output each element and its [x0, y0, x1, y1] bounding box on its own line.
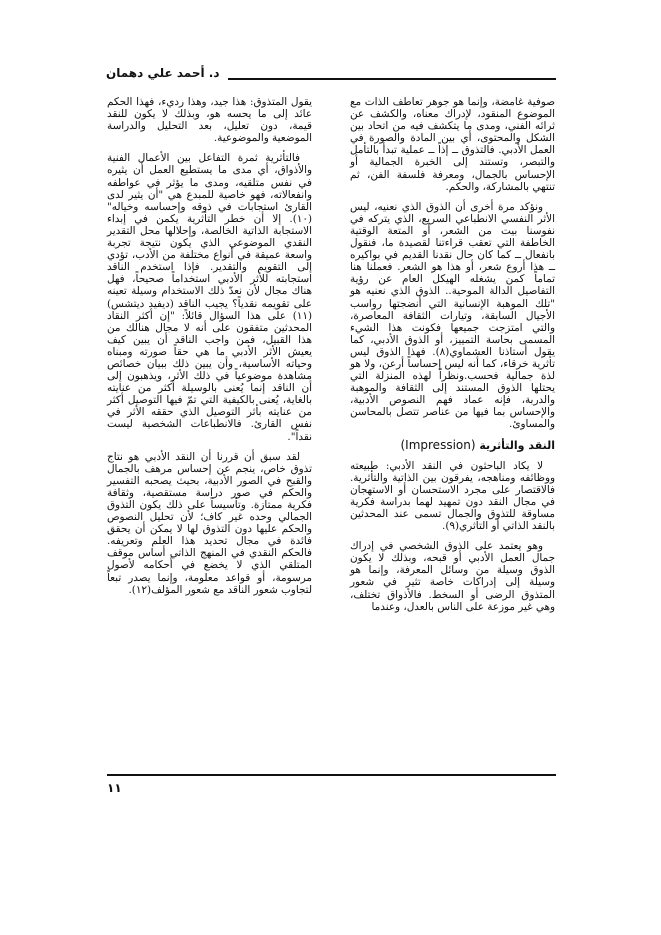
left-column [107, 96, 312, 604]
paragraph: صوفية غامضة، وإنما هو جوهر تعاطف الذات مع الموضوع المنقود، لإدراك معناه، والكشف عن ثرائه الفني، ومدى ما يتكشف فيه من اتحاد بين الشكل والمحتوى، أي بين المادة والصورة في العمل الأدبي. فالتذوق ــ إذاً ــ عملية تبدأ بالتأمل والتبصر، وتستند إلى الخبرة الجمالية أو الإحساس بالجمال، ومعرفة فلسفة الفن، ثم تنتهي بالمشاركة، والحكم. [350, 96, 555, 193]
header-rule [228, 78, 556, 80]
paragraph: لقد سبق أن قررنا أن النقد الأدبي هو نتاج تذوق خاص، ينجم عن إحساس مرهف بالجمال والقبح في الصور الأدبية، بحيث يصحبه التفسير والحكم في صور دراسة مستقصية، وثقافة فكرية ممتازة. وتأسيساً على ذلك يكون التذوق الجمالي وحده غير كاف؛ لأن تحليل النصوص والحكم عليها دون التذوق لها لا يمكن أن يحقق فائدة في مجال تحديد هذا العلم وتعريفه. فالحكم النقدي في المنهج الذاتي أساس موقف المتلقي الذي لا يخضع في أحكامه لأصول مرسومة، أو قواعد معلومة، وإنما يصدر تبعاً لتجاوب شعور الناقد مع شعور المؤلف(١٢). [107, 450, 312, 596]
section-heading-arabic: النقد والتأثرية [479, 438, 555, 452]
right-column [350, 96, 555, 621]
author-name: د. أحمد علي دهمان [106, 66, 220, 80]
page-number: ١١ [107, 781, 122, 795]
paragraph: يقول المتذوق: هذا جيد، وهذا رديء، فهذا الحكم عائد إلى ما يحسه هو، وبذلك لا يكون للنقد قيمة، دون تعليل، بعد التحليل والدراسة الموضعية والموضوعية. [107, 96, 312, 145]
paragraph: وهو يعتمد على الذوق الشخصي في إدراك جمال العمل الأدبي أو قبحه، وبذلك لا يكون الذوق وسيلة من وسائل المعرفة، وإنما هو وسيلة إلى إدراكات خاصة تثير في شعور المتذوق الرضى أو السخط. فالأذواق تختلف، وهي غير موزعة على الناس بالعدل، وعندما [350, 540, 555, 613]
section-heading-english: (Impression) [400, 437, 476, 452]
section-heading [350, 439, 555, 452]
paragraph: ونؤكد مرة أخرى أن الذوق الذي نعنيه، ليس الأثر النفسي الانطباعي السريع، الذي يتركه في نفوسنا بيت من الشعر، أو المتعة الوقتية الخاطفة التي تعقب قراءتنا لقصيدة ما، فنقول بانفعال ــ كما كان حال نقدنا القديم في بواكيره ــ هذا أروع شعر، أو هذا هو الشعر. فعملنا هنا تماماً كمن يشغله الهيكل العام عن رؤية التفاصيل الدالة الموحية.. الذوق الذي نعنيه هو "تلك الموهبة الإنسانية التي أنضجتها رواسب الأجيال السابقة، وتيارات الثقافة المعاصرة، والتي امتزجت جميعها فكونت هذا الشيء المسمى بحاسة التمييز، أو الذوق الأدبي، كما يقول أستاذنا العشماوي(٨). فهذا الذوق ليس تأثرية خرقاء، كما أنه ليس إحساساً أرعن، ولا هو لذة جمالية فحسب.ونظراً لهذه المنزلة التي يحتلها الذوق المستند إلى الثقافة والموهبة والدربة، فإنه عماد فهم النصوص الأدبية، والإحساس بما فيها من عناصر تتصل بالمحاسن والمساوئ. [350, 200, 556, 431]
paragraph: لا يكاد الباحثون في النقد الأدبي: طبيعته ووظائفه ومناهجه، يفرقون بين الذاتية والتأثرية. فالاقتصار على مجرد الاستحسان أو الاستهجان في مجال النقد دون تمهيد لهما بدراسة فكرية مساوقة للتذوق والجمال تسمى عند المحدثين بالنقد الذاتي أو التأثري(٩). [350, 459, 555, 533]
footer-rule [107, 774, 556, 776]
paragraph: فالتأثرية ثمرة التفاعل بين الأعمال الفنية والأذواق، أي مدى ما يستطيع العمل أن يثيره في نفس متلقيه، ومدى ما يؤثر في عواطفه وانفعالاته، فهو خاصية للمبدع هي "أن يثير لدى القارئ استجابات في ذوقه وإحساسه وخياله"(١٠). إلا أن خطر التأثرية يكمن في إبداء الاستجابة الذاتية الخالصة، وإحلالها محل التقدير النقدي الموضوعي الذي يكون نتيجة تجربة واسعة عميقة في أنواع مختلفة من الأدب، تؤدي إلى التقويم والتقدير. فإذا استخدم الناقد استجابته للأثر الأدبي استخداماً صحيحاً، فهل هناك مجال لأن نعدّ ذلك الاستخدام وسيلة تعينه على تقويمه نقدياً؟ يجيب الناقد (ديفيد ديتشس)(١١) على هذا السؤال قائلاً: "إن أكثر النقاد المحدثين متفقون على أنه لا مجال هنالك من هذا القبيل، فمن واجب الناقد أن يبين كيف يعيش الأثر الأدبي ما هي حقاً صورته ومبناه وحياته الأساسية، وأن يبين ذلك ببيان خصائص مشاهدة موضوعياً في ذلك الأثر، ويذهبون إلى أن الناقد إنما يُعنى بالوسيلة أكثر من عنايته بالغاية، يُعنى بالكيفية التي تمّ فيها التوصيل أكثر من عنايته بأثر التوصيل الذي حققه الأثر في نفس القارئ. فالانطباعات الشخصية ليست نقداً". [107, 152, 312, 443]
